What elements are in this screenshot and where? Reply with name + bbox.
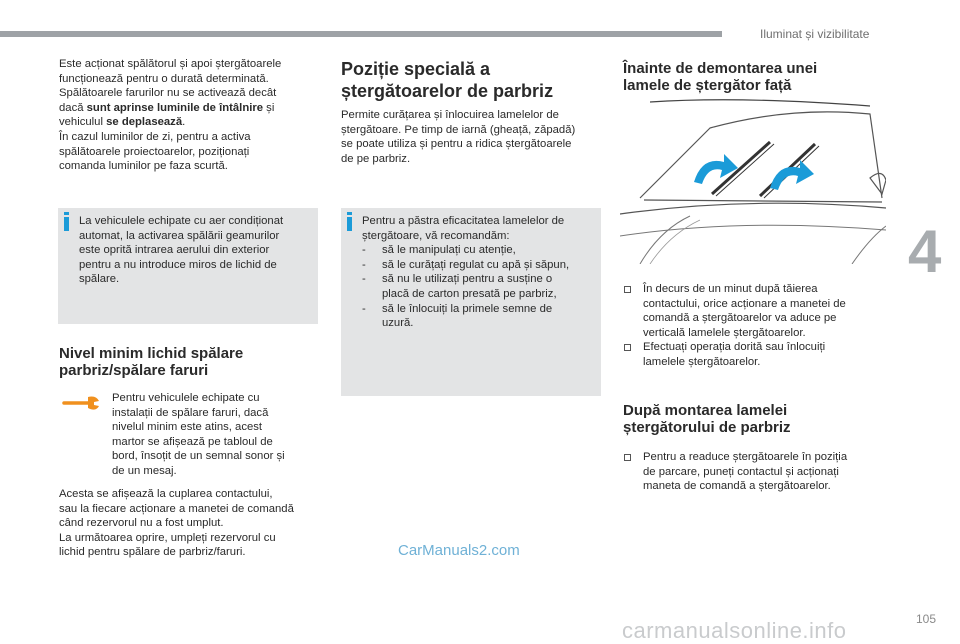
- step-item: Efectuați operația dorită sau înlocuiți lamelele ștergătoarelor.: [623, 340, 885, 369]
- checkbox-bullet-icon: [624, 286, 631, 293]
- warning-line: de un mesaj.: [112, 464, 177, 477]
- step-item: Pentru a readuce ștergătoarele în poziția de parcare, puneți contactul și acționați maneta de comandă a ștergătoarelor.: [623, 450, 885, 494]
- intro-line: dacă sunt aprinse luminile de întâlnire și: [59, 101, 275, 114]
- intro-line: de pe parbriz.: [341, 152, 411, 165]
- recommendation-list: [362, 243, 593, 331]
- header-bar: [0, 31, 722, 37]
- intro-line: Spălătoarele farurilor nu se activează decât: [59, 87, 277, 100]
- list-item: - să le manipulați cu atenție,: [362, 243, 593, 258]
- after-fitting-steps: [623, 450, 885, 494]
- intro-line: se poate utiliza și pentru a ridica ștergătoarele: [341, 138, 572, 151]
- info-box-air: [58, 208, 318, 324]
- closing-line: sau la fiecare acționare a manetei de comandă: [59, 502, 294, 515]
- special-position-heading: [341, 58, 603, 102]
- intro-line: funcționează pentru o durată determinată.: [59, 72, 269, 85]
- col1-closing: [59, 487, 329, 560]
- info-box-blades: [341, 208, 601, 396]
- warning-line: Pentru vehiculele echipate cu: [112, 392, 260, 404]
- info-box-text: [362, 214, 593, 331]
- heading-line: Înainte de demontarea unei: [623, 60, 818, 77]
- heading-line: ștergătoarelor de parbriz: [341, 81, 554, 101]
- section-title: Iluminat și vizibilitate: [760, 27, 870, 41]
- info-icon: [64, 217, 69, 231]
- list-item: - să nu le utilizați pentru a susține o placă de carton presată pe parbriz,: [362, 272, 593, 301]
- windshield-wipers-illustration: [620, 98, 886, 264]
- wrench-warning-icon: [62, 392, 102, 412]
- step-item: În decurs de un minut după tăierea contactului, orice acționare a manetei de comandă a ștergătoarelor va aduce pe verticală lamelele ștergătoarelor.: [623, 282, 885, 340]
- intro-line: ștergătoare. Pe timp de iarnă (gheață, zăpadă): [341, 123, 576, 136]
- closing-line: când rezervorul nu a fost umplut.: [59, 517, 224, 530]
- warning-line: martor se afișează pe tabloul de: [112, 435, 273, 448]
- heading-line: Nivel minim lichid spălare: [59, 345, 244, 362]
- warning-line: nivelul minim este atins, acest: [112, 421, 263, 434]
- info-line: automat, la activarea spălării geamurilor: [79, 229, 280, 242]
- intro-line: comanda luminilor pe faza scurtă.: [59, 160, 228, 173]
- heading-line: ștergătorului de parbriz: [623, 419, 791, 436]
- intro-line: vehiculul se deplasează.: [59, 116, 186, 129]
- page-number: 105: [916, 612, 937, 626]
- heading-line: lamele de ștergător față: [623, 77, 792, 94]
- list-item: - să le înlocuiți la primele semne de uzură.: [362, 302, 593, 331]
- closing-line: lichid pentru spălare de parbriz/faruri.: [59, 546, 246, 559]
- checkbox-bullet-icon: [624, 454, 631, 461]
- info-line: este oprită intrarea aerului din exterior: [79, 244, 270, 257]
- before-removal-steps: [623, 282, 885, 370]
- heading-line: După montarea lamelei: [623, 402, 788, 419]
- col2-intro: [341, 108, 607, 166]
- heading-line: Poziție specială a: [341, 59, 491, 79]
- intro-line: Este acționat spălătorul și apoi ștergătoarele: [59, 58, 282, 70]
- washer-level-heading: [59, 345, 321, 379]
- before-removal-heading: [623, 60, 885, 94]
- intro-line: spălătoarele proiectoarelor, poziționați: [59, 145, 250, 158]
- info-line: ștergătoare, vă recomandăm:: [362, 229, 510, 242]
- warning-text: [112, 391, 322, 479]
- intro-line: În cazul luminilor de zi, pentru a activa: [59, 130, 251, 143]
- closing-line: La următoarea oprire, umpleți rezervorul cu: [59, 531, 276, 544]
- info-line: Pentru a păstra eficacitatea lamelelor de: [362, 215, 565, 227]
- watermark-link[interactable]: CarManuals2.com: [398, 542, 520, 559]
- heading-line: parbriz/spălare faruri: [59, 362, 209, 379]
- intro-line: Permite curățarea și înlocuirea lamelelor de: [341, 109, 559, 121]
- list-item: - să le curățați regulat cu apă și săpun,: [362, 258, 593, 273]
- checkbox-bullet-icon: [624, 344, 631, 351]
- warning-line: bord, însoțit de un semnal sonor și: [112, 450, 285, 463]
- closing-line: Acesta se afișează la cuplarea contactului,: [59, 488, 273, 500]
- after-fitting-heading: [623, 402, 885, 436]
- info-line: pentru a nu introduce miros de lichid de: [79, 258, 277, 271]
- chapter-number: 4: [908, 218, 942, 285]
- info-line: La vehiculele echipate cu aer condiționat: [79, 215, 284, 227]
- watermark-footer: carmanualsonline.info: [622, 618, 847, 643]
- info-icon: [347, 217, 352, 231]
- col1-intro: [59, 57, 321, 174]
- info-box-text: [79, 214, 310, 287]
- info-line: spălare.: [79, 273, 120, 286]
- warning-line: instalații de spălare faruri, dacă: [112, 406, 269, 419]
